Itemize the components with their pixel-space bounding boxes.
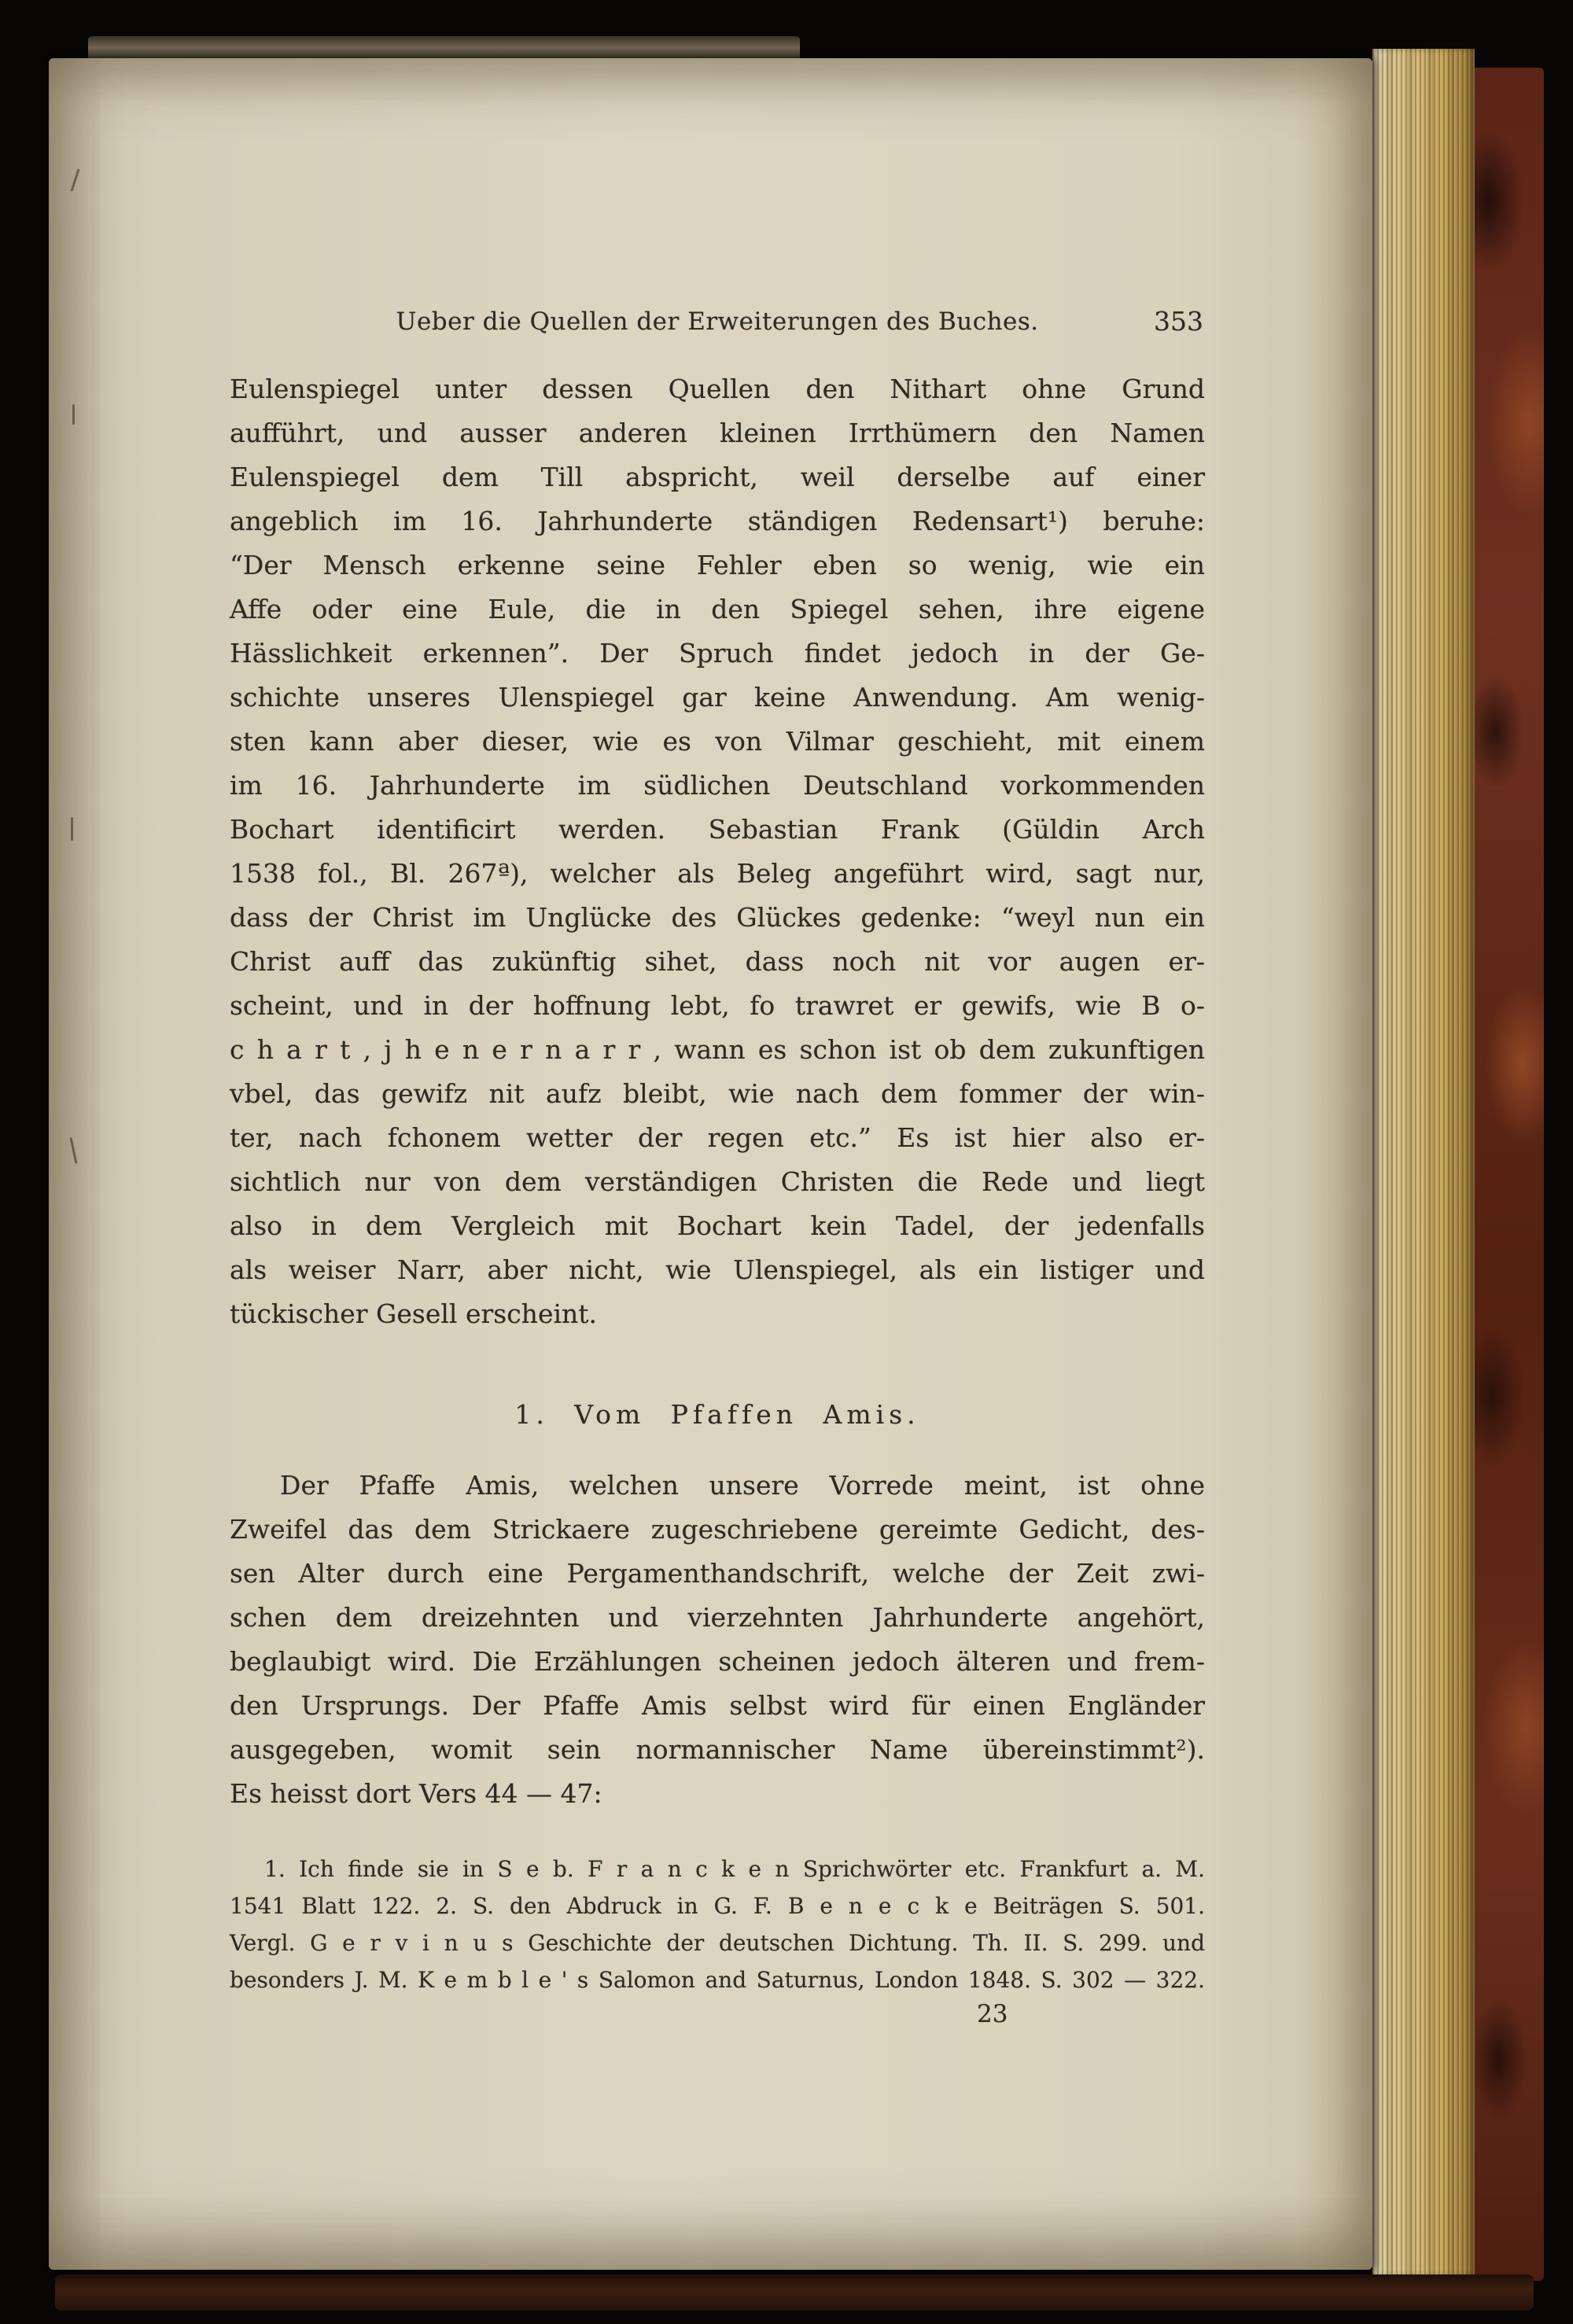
text-line: tückischer Gesell erscheint. xyxy=(230,1298,598,1329)
text-line: im 16. Jahrhunderte im südlichen Deutschland vorkommenden xyxy=(230,770,1205,801)
page-number: 353 xyxy=(1154,306,1203,337)
text-line: scheint, und in der hoffnung lebt, fo trawret er gewifs, wie B o- xyxy=(230,990,1205,1021)
text-line: Hässlichkeit erkennen”. Der Spruch findet jedoch in der Ge- xyxy=(230,638,1205,668)
page-header xyxy=(230,305,1205,338)
text-line: vbel, das gewifz nit aufz bleibt, wie nach dem fommer der win- xyxy=(230,1078,1205,1109)
signature-mark: 23 xyxy=(977,2000,1008,2028)
text-line: aufführt, und ausser anderen kleinen Irrthümern den Namen xyxy=(230,418,1205,448)
margin-pen-mark xyxy=(69,1137,77,1164)
margin-pen-mark xyxy=(70,168,79,191)
footnotes xyxy=(230,1851,1205,1998)
text-line: Eulenspiegel dem Till abspricht, weil derselbe auf einer xyxy=(230,462,1205,492)
text-line: angeblich im 16. Jahrhunderte ständigen Redensart¹) beruhe: xyxy=(230,506,1205,536)
text-line: 1538 fol., Bl. 267ª), welcher als Beleg angeführt wird, sagt nur, xyxy=(230,858,1205,889)
text-line: Affe oder eine Eule, die in den Spiegel sehen, ihre eigene xyxy=(230,594,1205,624)
book-bottom-edge xyxy=(55,2274,1534,2311)
text-line: beglaubigt wird. Die Erzählungen scheinen jedoch älteren und frem- xyxy=(230,1646,1205,1677)
text-line: Christ auff das zukünftig sihet, dass noch nit vor augen er- xyxy=(230,946,1205,977)
text-line: als weiser Narr, aber nicht, wie Ulenspiegel, als ein listiger und xyxy=(230,1254,1205,1285)
text-line: schen dem dreizehnten und vierzehnten Jahrhunderte angehört, xyxy=(230,1602,1205,1633)
text-line: Es heisst dort Vers 44 — 47: xyxy=(230,1778,602,1809)
text-line: dass der Christ im Unglücke des Glückes gedenke: “weyl nun ein xyxy=(230,902,1205,933)
text-line: sen Alter durch eine Pergamenthandschrift, welche der Zeit zwi- xyxy=(230,1558,1205,1589)
text-line: sichtlich nur von dem verständigen Christen die Rede und liegt xyxy=(230,1166,1205,1197)
margin-pen-mark xyxy=(72,404,75,425)
paragraph-pfaffe-amis xyxy=(230,1464,1205,1816)
running-title: Ueber die Quellen der Erweiterungen des Buches. xyxy=(396,308,1039,336)
text-line: 1. Ich finde sie in S e b. F r a n c k e n Sprichwörter etc. Frankfurt a. M. xyxy=(264,1856,1205,1882)
marbled-cover xyxy=(1475,68,1544,2281)
text-line: Bochart identificirt werden. Sebastian Frank (Güldin Arch xyxy=(230,814,1205,845)
margin-pen-mark xyxy=(71,817,73,841)
book-page xyxy=(49,58,1372,2270)
text-line: Eulenspiegel unter dessen Quellen den Nithart ohne Grund xyxy=(230,374,1205,404)
text-line: “Der Mensch erkenne seine Fehler eben so wenig, wie ein xyxy=(230,550,1205,580)
text-line: Zweifel das dem Strickaere zugeschriebene gereimte Gedicht, des- xyxy=(230,1514,1205,1545)
section-heading: 1. Vom Pfaffen Amis. xyxy=(514,1399,920,1430)
text-line: 1541 Blatt 122. 2. S. den Abdruck in G. F. B e n e c k e Beiträgen S. 501. xyxy=(230,1893,1205,1919)
text-line: ter, nach fchonem wetter der regen etc.” Es ist hier also er- xyxy=(230,1122,1205,1153)
text-column xyxy=(230,305,1205,2028)
paragraph-eulenspiegel xyxy=(230,367,1205,1336)
text-line: ausgegeben, womit sein normannischer Name übereinstimmt²). xyxy=(230,1734,1205,1765)
text-line: schichte unseres Ulenspiegel gar keine Anwendung. Am wenig- xyxy=(230,682,1205,713)
text-line: Der Pfaffe Amis, welchen unsere Vorrede meint, ist ohne xyxy=(280,1470,1205,1501)
text-line: besonders J. M. K e m b l e ' s Salomon and Saturnus, London 1848. S. 302 — 322. xyxy=(230,1967,1205,1993)
text-line: sten kann aber dieser, wie es von Vilmar geschieht, mit einem xyxy=(230,726,1205,757)
text-line: Vergl. G e r v i n u s Geschichte der deutschen Dichtung. Th. II. S. 299. und xyxy=(230,1930,1205,1956)
text-line: also in dem Vergleich mit Bochart kein Tadel, der jedenfalls xyxy=(230,1210,1205,1241)
text-line: den Ursprungs. Der Pfaffe Amis selbst wird für einen Engländer xyxy=(230,1690,1205,1721)
text-line: c h a r t , j h e n e r n a r r , wann es schon ist ob dem zukunftigen xyxy=(230,1034,1205,1065)
book-fore-edge xyxy=(1372,49,1475,2276)
